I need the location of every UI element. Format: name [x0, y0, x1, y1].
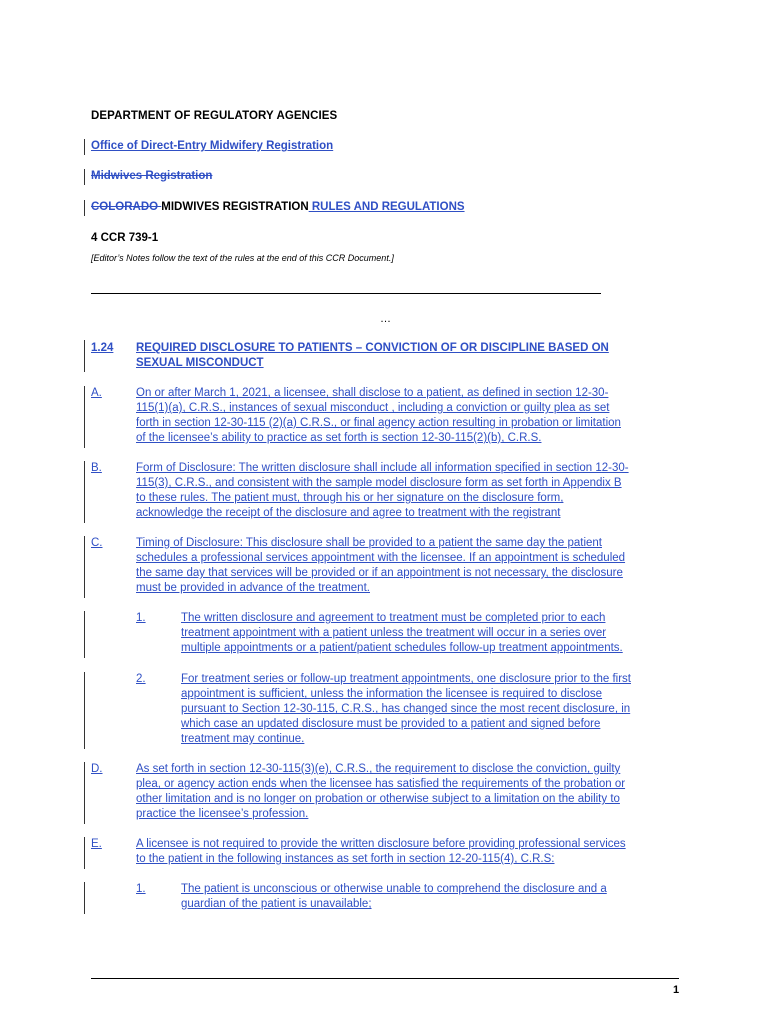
title-kept-part: MIDWIVES REGISTRATION [161, 201, 309, 213]
item-e1-line: The patient is unconscious or otherwise unable to comprehend the disclosure and a [181, 883, 607, 895]
change-bar [84, 882, 85, 914]
department-heading: DEPARTMENT OF REGULATORY AGENCIES [91, 110, 338, 122]
section-heading-line2: SEXUAL MISCONDUCT [136, 357, 264, 369]
item-a-line: forth in section 12-30-115 (2)(a) C.R.S., or final agency action resulting in probation or limitation [136, 417, 621, 429]
item-a-line: of the licensee’s ability to practice as set forth is section 12-30-115(2)(b), C.R.S. [136, 432, 542, 444]
item-d-line: plea, or agency action ends when the licensee has satisfied the requirements of the probation or [136, 778, 626, 790]
section-number: 1.24 [91, 342, 114, 354]
ccr-number: 4 CCR 739-1 [91, 232, 159, 244]
item-b-line: 115(3), C.R.S., and consistent with the sample model disclosure form as set forth in Appendix B [136, 477, 622, 489]
deleted-registration-heading: Midwives Registration [91, 170, 213, 182]
item-e1-line: guardian of the patient is unavailable; [181, 898, 372, 910]
separator-line [91, 293, 601, 294]
item-a-line: On or after March 1, 2021, a licensee, shall disclose to a patient, as defined in section 12-30- [136, 387, 609, 399]
item-c2-line: which case an updated disclosure must be provided to a patient and signed before [181, 718, 601, 730]
section-heading-line1: REQUIRED DISCLOSURE TO PATIENTS – CONVICTION OF OR DISCIPLINE BASED ON [136, 342, 609, 354]
item-e-label: E. [91, 838, 102, 850]
change-bar [84, 837, 85, 869]
item-b-line: acknowledge the receipt of the disclosure and agree to treatment with the registrant [136, 507, 561, 519]
footer-rule [91, 978, 679, 979]
item-d-line: As set forth in section 12-30-115(3)(e), C.R.S., the requirement to disclose the conviction, guilty [136, 763, 621, 775]
item-b-line: to these rules. The patient must, through his or her signature on the disclosure form, [136, 492, 564, 504]
page-number: 1 [673, 984, 680, 996]
change-bar [84, 386, 85, 448]
item-c1-label: 1. [136, 612, 146, 624]
item-e1-label: 1. [136, 883, 146, 895]
change-bar [84, 461, 85, 523]
item-c-label: C. [91, 537, 103, 549]
change-bar [84, 536, 85, 598]
item-c2-line: treatment may continue. [181, 733, 305, 745]
item-c2-line: appointment is sufficient, unless the information the licensee is required to disclose [181, 688, 603, 700]
change-bar [84, 169, 85, 185]
item-a-line: 115(1)(a), C.R.S., instances of sexual misconduct , including a conviction or guilty plea as set [136, 402, 610, 414]
item-e-line: to the patient in the following instances as set forth in section 12-20-115(4), C.R.S: [136, 853, 555, 865]
title-deleted-part: COLORADO [91, 201, 162, 213]
ellipsis: … [380, 313, 391, 325]
change-bar [84, 611, 85, 658]
item-d-line: other limitation and is no longer on probation or otherwise subject to a limitation on the ability to [136, 793, 620, 805]
change-bar [84, 672, 85, 749]
item-c1-line: treatment appointment with a patient unless the treatment will occur in a series over [181, 627, 607, 639]
item-c2-line: For treatment series or follow-up treatment appointments, one disclosure prior to the first [181, 673, 631, 685]
item-e-line: A licensee is not required to provide the written disclosure before providing professional services [136, 838, 626, 850]
item-b-line: Form of Disclosure: The written disclosure shall include all information specified in section 12-30- [136, 462, 629, 474]
item-c1-line: multiple appointments or a patient/patient schedules follow-up treatment appointments. [181, 642, 623, 654]
item-d-label: D. [91, 763, 103, 775]
editor-note: [Editor’s Notes follow the text of the rules at the end of this CCR Document.] [91, 253, 394, 263]
item-c-line: Timing of Disclosure: This disclosure shall be provided to a patient the same day the patient [136, 537, 602, 549]
office-heading: Office of Direct-Entry Midwifery Registration [91, 140, 334, 152]
change-bar [84, 139, 85, 155]
item-b-label: B. [91, 462, 102, 474]
item-a-label: A. [91, 387, 102, 399]
item-c-line: must be provided in advance of the treatment. [136, 582, 370, 594]
item-d-line: practice the licensee’s profession. [136, 808, 309, 820]
change-bar [84, 200, 85, 216]
rules-title [91, 201, 465, 213]
item-c2-line: pursuant to Section 12-30-115, C.R.S., has changed since the most recent disclosure, in [181, 703, 631, 715]
item-c1-line: The written disclosure and agreement to treatment must be completed prior to each [181, 612, 606, 624]
change-bar [84, 762, 85, 824]
change-bar [84, 340, 85, 372]
item-c-line: the same day that services will be provided or if an appointment is not necessary, the disclosure [136, 567, 623, 579]
item-c2-label: 2. [136, 673, 146, 685]
item-c-line: schedules a professional services appointment with the licensee. If an appointment is scheduled [136, 552, 626, 564]
title-inserted-part: RULES AND REGULATIONS [308, 201, 465, 213]
